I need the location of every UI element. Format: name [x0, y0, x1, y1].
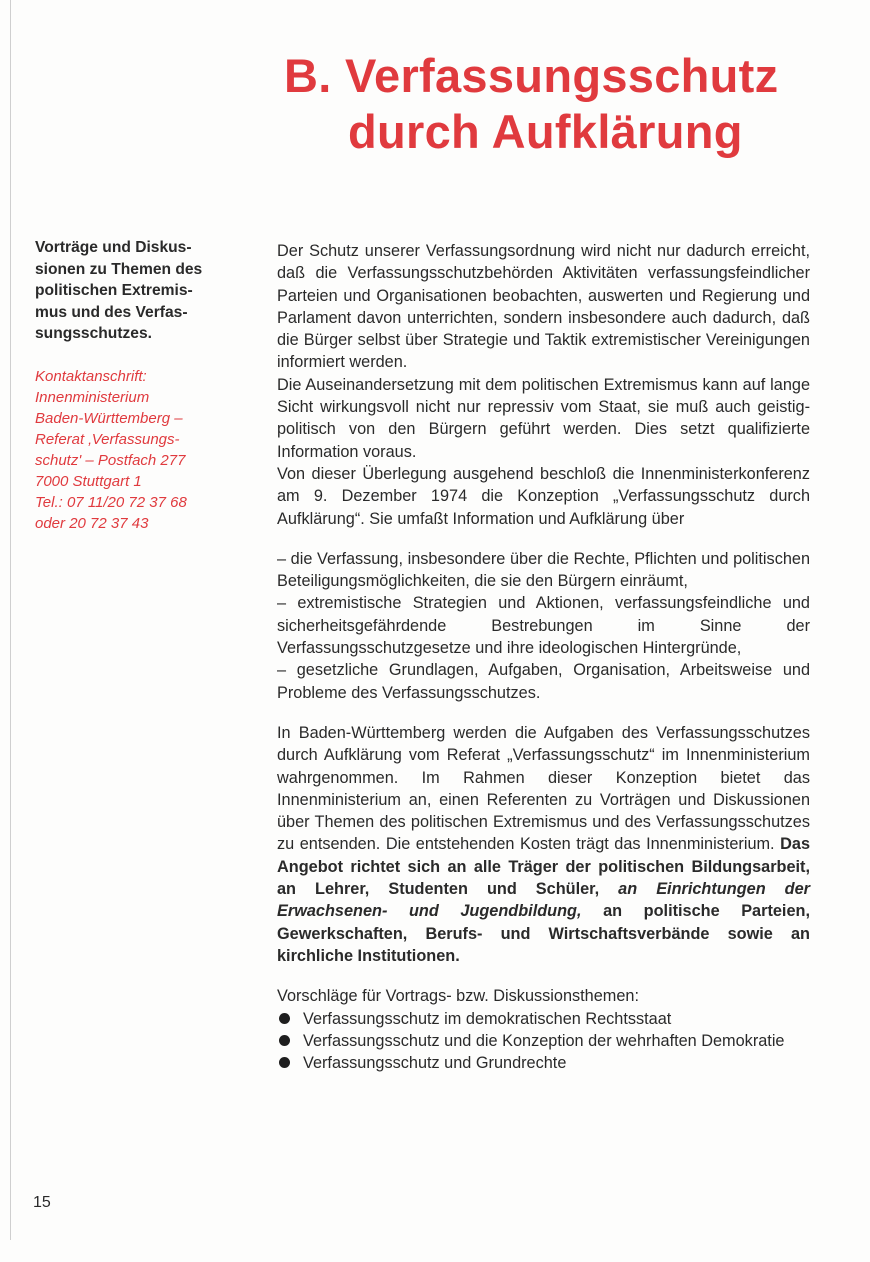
binding-edge-line	[10, 0, 11, 1240]
sidebar-heading	[35, 237, 245, 345]
sidebar-heading-line: sungsschutzes.	[35, 325, 152, 342]
sidebar-heading-line: Vorträge und Diskus-	[35, 239, 192, 256]
contact-phone: Tel.: 07 11/20 72 37 68	[35, 493, 187, 511]
contact-line: Baden-Württemberg –	[35, 409, 183, 427]
topic-label: Verfassungsschutz und die Konzeption der wehrhaften Demokratie	[303, 1031, 785, 1050]
sidebar-heading-line: sionen zu Themen des	[35, 260, 203, 278]
contact-line: Innenministerium	[35, 388, 150, 406]
topic-item	[277, 1030, 810, 1052]
topic-item	[277, 1052, 810, 1074]
dash-list-item: – gesetzliche Grundlagen, Aufgaben, Organisation, Arbeitsweise und Probleme des Verfassungsschutzes.	[277, 661, 810, 702]
contact-line: 7000 Stuttgart 1	[35, 472, 142, 490]
page-title	[280, 48, 860, 160]
topics-list	[277, 1008, 810, 1075]
dash-list-item: – die Verfassung, insbesondere über die Rechte, Pflichten und politischen Beteiligungsmöglichkeiten, die sie den Bürgern einräumt,	[277, 549, 810, 591]
sidebar-heading-line: mus und des Verfas-	[35, 303, 188, 321]
offer-audience-bold: Das Angebot richtet sich an alle Träger der politischen Bildungsarbeit, an Lehrer, Studenten und Schüler,	[277, 835, 810, 899]
paragraph-intro: Der Schutz unserer Verfassungsordnung wird nicht nur dadurch erreicht, daß die Verfassungsschutzbehörden Aktivitäten verfassungsfeindlicher Parteien und Organisationen beobachten, auswerten und Regierung und Parlament davon unterrichten, sondern insbesondere auch dadurch, daß die Bürger selbst über Strategie und Taktik extremistischer Vereinigungen informiert werden.	[277, 242, 810, 372]
bullet-icon	[279, 1013, 290, 1024]
contact-address	[35, 366, 245, 534]
paragraph-conference: Von dieser Überlegung ausgehend beschloß die Innenministerkonferenz am 9. Dezember 1974 die Konzeption „Verfassungsschutz durch Aufklärung“. Sie umfaßt Information und Aufklärung über	[277, 464, 810, 528]
contact-line: Kontaktanschrift:	[35, 367, 147, 385]
paragraph-extremism: Die Auseinandersetzung mit dem politischen Extremismus kann auf lange Sicht wirkungsvoll nicht nur repressiv vom Staat, sie muß auch geistig-politisch von den Bürgern geführt werden. Dies setzt qualifizierte Information voraus.	[277, 375, 810, 461]
contact-line: Referat ‚Verfassungs-	[35, 430, 180, 448]
offer-audience-bold-end: an politische Parteien, Gewerkschaften, Berufs- und Wirtschaftsverbände sowie an kirchliche Institutionen.	[277, 902, 810, 965]
page-number: 15	[33, 1194, 51, 1211]
main-text	[277, 240, 810, 1074]
bullet-icon	[279, 1057, 290, 1068]
sidebar	[35, 237, 245, 534]
topic-item	[277, 1008, 810, 1030]
offer-audience-bold-italic: an Einrichtungen der Erwachsenen- und Jugendbildung,	[277, 880, 810, 921]
title-line-1: B. Verfassungsschutz	[284, 49, 779, 102]
paragraph-offer	[277, 722, 810, 967]
dash-list-item: – extremistische Strategien und Aktionen, verfassungsfeindliche und sicherheitsgefährdende Bestrebungen im Sinne der Verfassungsschutzgesetze und ihre ideologischen Hintergründe,	[277, 594, 810, 658]
topic-label: Verfassungsschutz und Grundrechte	[303, 1054, 567, 1073]
topic-label: Verfassungsschutz im demokratischen Rechtsstaat	[303, 1009, 672, 1028]
topics-intro: Vorschläge für Vortrags- bzw. Diskussionsthemen:	[277, 987, 639, 1006]
offer-text: In Baden-Württemberg werden die Aufgaben des Verfassungsschutzes durch Aufklärung vom Referat „Verfassungsschutz“ im Innenministerium wahrgenommen. Im Rahmen dieser Konzeption bietet das Innenministerium an, einen Referenten zu Vorträgen und Diskussionen über Themen des politischen Extremismus und des Verfassungsschutzes zu entsenden. Die entstehenden Kosten trägt das Innenministerium.	[277, 723, 810, 854]
bullet-icon	[279, 1035, 290, 1046]
sidebar-heading-line: politischen Extremis-	[35, 282, 193, 299]
contact-phone-alt: oder 20 72 37 43	[35, 514, 149, 532]
title-line-2: durch Aufklärung	[348, 105, 743, 158]
contact-line: schutz' – Postfach 277	[35, 451, 186, 469]
